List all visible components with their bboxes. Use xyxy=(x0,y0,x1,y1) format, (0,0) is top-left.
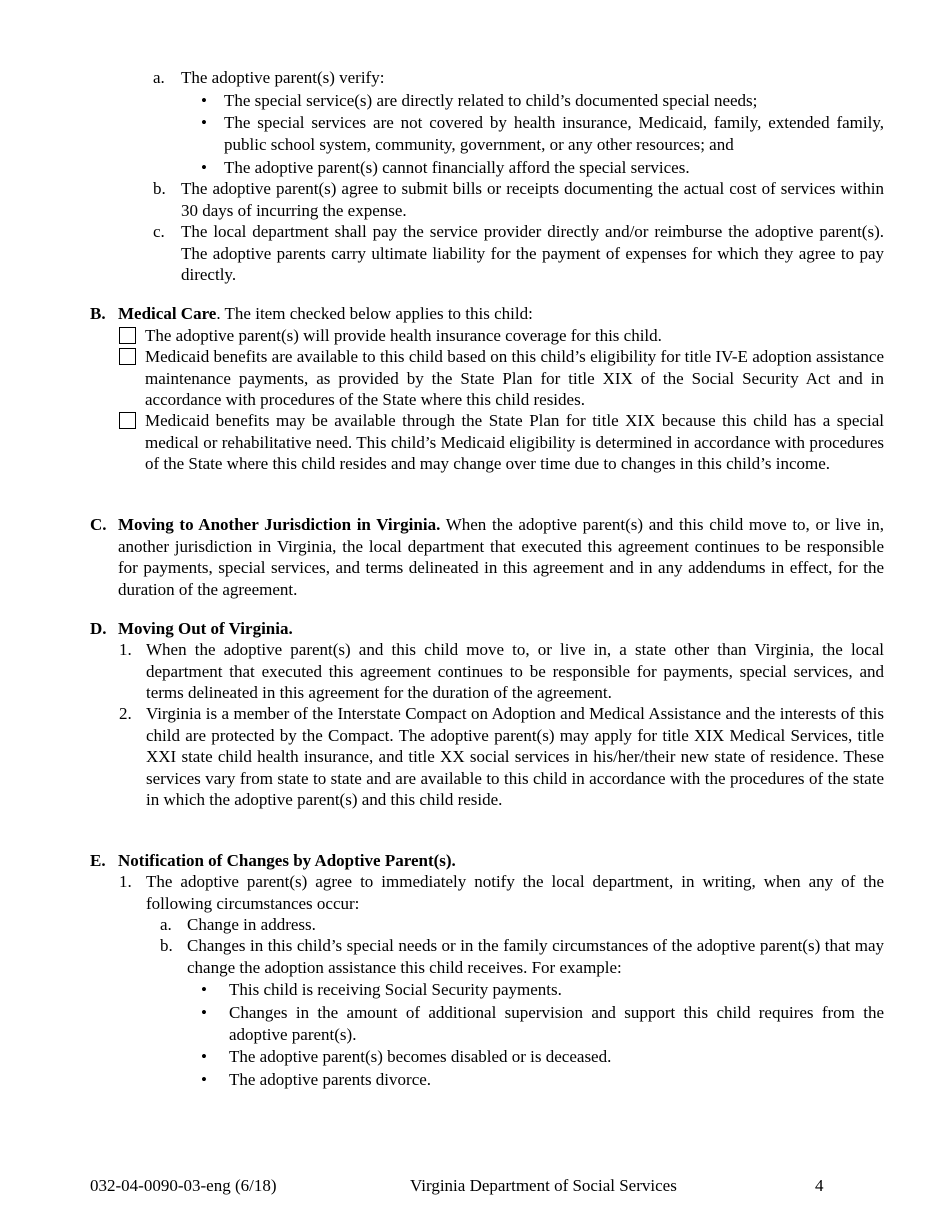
item-text: When the adoptive parent(s) and this child move to, or live in, a state other than Virginia, the local department that executed this agreement continues to be responsible for payments, special services, and terms delineated in this agreement for the duration of the agreement. xyxy=(146,640,884,702)
item-label: c. xyxy=(153,222,165,241)
section-letter: B. xyxy=(90,304,106,323)
section-b-heading xyxy=(90,303,884,325)
medical-option xyxy=(119,410,884,475)
bullet-text: The special service(s) are directly related to child’s documented special needs; xyxy=(224,91,758,110)
bullet-icon: • xyxy=(201,1047,207,1066)
option-text: Medicaid benefits may be available through the State Plan for title XIX because this child has a special medical or rehabilitative need. This child’s Medicaid eligibility is determined in accordance with procedures of the State where this child resides and may change over time due to changes in this child’s income. xyxy=(145,411,884,473)
bullet-icon: • xyxy=(201,980,207,999)
item-text: The adoptive parent(s) agree to immediately notify the local department, in writing, when any of the following circumstances occur: xyxy=(146,872,884,913)
bullet-item xyxy=(198,1002,884,1045)
bullet-icon: • xyxy=(201,1070,207,1089)
list-item-c xyxy=(153,221,884,286)
option-checkbox[interactable] xyxy=(119,327,136,344)
bullet-item xyxy=(198,157,884,179)
item-text: Changes in this child’s special needs or in the family circumstances of the adoptive parent(s) that may change the adoption assistance this child receives. For example: xyxy=(187,936,884,977)
section-c xyxy=(90,514,884,600)
option-text: Medicaid benefits are available to this child based on this child’s eligibility for title IV-E adoption assistance maintenance payments, as provided by the State Plan for title XIX of the Social Security Act and in accordance with procedures of the State where this child resides. xyxy=(145,347,884,409)
numbered-item xyxy=(119,703,884,811)
bullet-text: This child is receiving Social Security payments. xyxy=(229,980,562,999)
section-text: When the adoptive parent(s) and this child move to, or live in, another jurisdiction in Virginia, the local department that executed this agreement continues to be responsible for payments, special services, and terms delineated in this agreement and in any addendums in effect, for the duration of the agreement. xyxy=(118,515,884,599)
section-heading: Moving to Another Jurisdiction in Virginia. xyxy=(118,515,441,534)
bullet-icon: • xyxy=(201,91,207,110)
item-label: b. xyxy=(160,936,173,955)
section-letter: C. xyxy=(90,515,107,534)
bullet-icon: • xyxy=(201,158,207,177)
footer-page-number: 4 xyxy=(815,1176,824,1195)
section-intro: . The item checked below applies to this child: xyxy=(216,304,533,323)
item-text: Change in address. xyxy=(187,915,316,934)
section-e-heading xyxy=(90,850,884,872)
option-checkbox[interactable] xyxy=(119,412,136,429)
option-checkbox[interactable] xyxy=(119,348,136,365)
list-item-b xyxy=(160,935,884,978)
bullet-text: The adoptive parent(s) becomes disabled or is deceased. xyxy=(229,1047,612,1066)
item-text: The adoptive parent(s) verify: xyxy=(181,68,385,87)
bullet-icon: • xyxy=(201,1003,207,1022)
item-text: The adoptive parent(s) agree to submit bills or receipts documenting the actual cost of services within 30 days of incurring the expense. xyxy=(181,179,884,220)
option-text: The adoptive parent(s) will provide health insurance coverage for this child. xyxy=(145,326,662,345)
section-d-heading xyxy=(90,618,884,640)
numbered-item xyxy=(119,871,884,914)
bullet-item xyxy=(198,979,884,1001)
list-item-b xyxy=(153,178,884,221)
item-label: a. xyxy=(160,915,172,934)
bullet-text: Changes in the amount of additional supervision and support this child requires from the adoptive parent(s). xyxy=(229,1003,884,1044)
item-number: 1. xyxy=(119,872,132,891)
list-item-a xyxy=(160,914,884,936)
item-text: Virginia is a member of the Interstate Compact on Adoption and Medical Assistance and the interests of this child are protected by the Compact. The adoptive parent(s) may apply for title XIX Medical Services, title XXI state child health insurance, and title XX social services in his/her/their new state of residence. These services vary from state to state and are available to this child in accordance with the procedures of the state in which the adoptive parent(s) and this child reside. xyxy=(146,704,884,809)
numbered-item xyxy=(119,639,884,704)
section-letter: E. xyxy=(90,851,106,870)
bullet-text: The special services are not covered by health insurance, Medicaid, family, extended family, public school system, community, government, or any other resources; and xyxy=(224,113,884,154)
bullet-text: The adoptive parent(s) cannot financially afford the special services. xyxy=(224,158,690,177)
item-number: 2. xyxy=(119,704,132,723)
footer-form-number: 032-04-0090-03-eng (6/18) xyxy=(90,1176,277,1195)
bullet-icon: • xyxy=(201,113,207,132)
bullet-item xyxy=(198,1046,884,1068)
section-heading: Moving Out of Virginia. xyxy=(118,619,293,638)
section-letter: D. xyxy=(90,619,107,638)
footer-agency: Virginia Department of Social Services xyxy=(410,1176,677,1195)
medical-option xyxy=(119,346,884,411)
item-label: b. xyxy=(153,179,166,198)
bullet-item xyxy=(198,1069,884,1091)
list-item-a xyxy=(153,67,884,89)
bullet-text: The adoptive parents divorce. xyxy=(229,1070,432,1089)
section-heading: Notification of Changes by Adoptive Parent(s). xyxy=(118,851,456,870)
item-label: a. xyxy=(153,68,165,87)
item-text: The local department shall pay the service provider directly and/or reimburse the adoptive parent(s). The adoptive parents carry ultimate liability for the payment of expenses for which they agree to pay directly. xyxy=(181,222,884,284)
item-number: 1. xyxy=(119,640,132,659)
section-heading: Medical Care xyxy=(118,304,217,323)
bullet-item xyxy=(198,90,884,112)
bullet-item xyxy=(198,112,884,155)
medical-option xyxy=(119,325,884,347)
